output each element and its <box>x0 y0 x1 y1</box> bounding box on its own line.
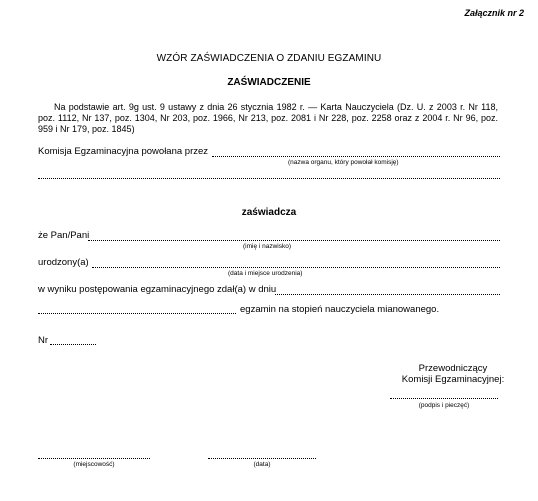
person-name-field[interactable] <box>88 240 500 241</box>
certifies-label: zaświadcza <box>241 207 297 218</box>
number-label: Nr <box>38 335 49 346</box>
signature-hint: (podpis i pieczęć) <box>418 402 470 409</box>
commission-field[interactable] <box>212 156 500 157</box>
person-label: że Pan/Pani <box>38 230 90 241</box>
exam-result-field[interactable] <box>38 313 236 314</box>
legal-basis-text: Na podstawie art. 9g ust. 9 ustawy z dnia 26 stycznia 1982 r. — Karta Nauczyciela (Dz. U. z 2003 r. Nr 118, poz. 1112, Nr 137, poz. 1304, Nr 203, poz. 1966, Nr 213, poz. 2081 i Nr 228, poz. 2258 oraz z 2004 r. Nr 96, poz. 959 i Nr 179, poz. 1845) <box>38 102 498 134</box>
commission-label: Komisja Egzaminacyjna powołana przez <box>38 146 209 157</box>
chair-title-line2: Komisji Egzaminacyjnej: <box>401 374 505 385</box>
birth-hint: (data i miejsce urodzenia) <box>228 270 303 277</box>
document-title: ZAŚWIADCZENIE <box>227 77 311 88</box>
person-name-hint: (imię i nazwisko) <box>243 243 292 250</box>
exam-label: egzamin na stopień nauczyciela mianowanego. <box>240 304 440 315</box>
number-field[interactable] <box>50 344 96 345</box>
born-label: urodzony(a) <box>38 257 89 268</box>
commission-field-continued[interactable] <box>38 178 500 179</box>
birth-field[interactable] <box>92 267 500 268</box>
date-field[interactable] <box>208 458 316 459</box>
procedure-label: w wyniku postępowania egzaminacyjnego zdał(a) w dniu <box>38 284 277 295</box>
document-heading: WZÓR ZAŚWIADCZENIA O ZDANIU EGZAMINU <box>156 53 382 64</box>
place-field[interactable] <box>38 458 150 459</box>
signature-field[interactable] <box>390 398 498 399</box>
exam-date-field[interactable] <box>275 294 500 295</box>
annex-label: Załącznik nr 2 <box>464 8 524 18</box>
place-hint: (miejscowość) <box>73 461 115 468</box>
chair-title-line1: Przewodniczący <box>418 363 488 374</box>
date-hint: (data) <box>253 461 271 468</box>
commission-hint: (nazwa organu, który powołał komisję) <box>288 159 399 166</box>
